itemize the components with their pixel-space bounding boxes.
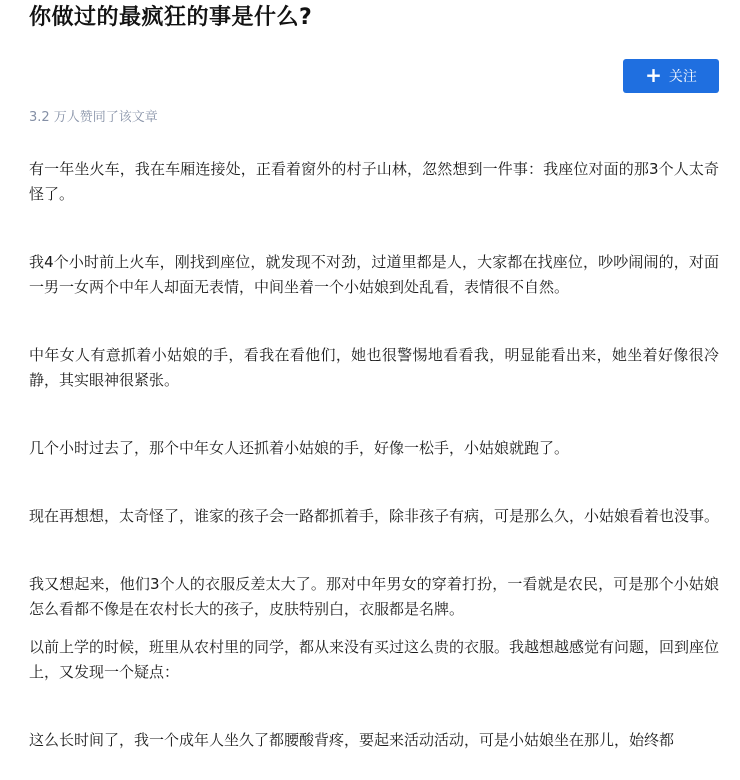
question-title[interactable]: 你做过的最疯狂的事是什么? — [29, 5, 313, 30]
plus-icon: + — [645, 63, 662, 87]
article-content — [29, 157, 719, 753]
follow-button[interactable] — [623, 59, 719, 93]
article-paragraph: 这么长时间了，我一个成年人坐久了都腰酸背疼，要起来活动活动，可是小姑娘坐在那儿，始终都 — [29, 731, 675, 749]
article-paragraph: 以前上学的时候，班里从农村里的同学，都从来没有买过这么贵的衣服。我越想越感觉有问题，回到座位上，又发现一个疑点： — [29, 638, 720, 681]
follow-button-label: 关注 — [668, 69, 697, 85]
article-paragraph: 现在再想想，太奇怪了，谁家的孩子会一路都抓着手，除非孩子有病，可是那么久，小姑娘看着也没事。 — [29, 507, 720, 525]
article-paragraph: 几个小时过去了，那个中年女人还抓着小姑娘的手，好像一松手，小姑娘就跑了。 — [29, 439, 570, 457]
article-paragraph: 中年女人有意抓着小姑娘的手，看我在看他们，她也很警惕地看看我，明显能看出来，她坐着好像很冷静，其实眼神很紧张。 — [29, 346, 719, 389]
article-paragraph: 有一年坐火车，我在车厢连接处，正看着窗外的村子山林，忽然想到一件事：我座位对面的那3个人太奇怪了。 — [29, 160, 719, 203]
article-paragraph: 我又想起来，他们3个人的衣服反差太大了。那对中年男女的穿着打扮，一看就是农民，可是那个小姑娘怎么看都不像是在农村长大的孩子，皮肤特别白，衣服都是名牌。 — [29, 575, 719, 618]
likes-count: 3.2 万人赞同了该文章 — [29, 110, 158, 125]
article-paragraph: 我4个小时前上火车，刚找到座位，就发现不对劲，过道里都是人，大家都在找座位，吵吵闹闹的，对面一男一女两个中年人却面无表情，中间坐着一个小姑娘到处乱看，表情很不自然。 — [29, 253, 719, 296]
